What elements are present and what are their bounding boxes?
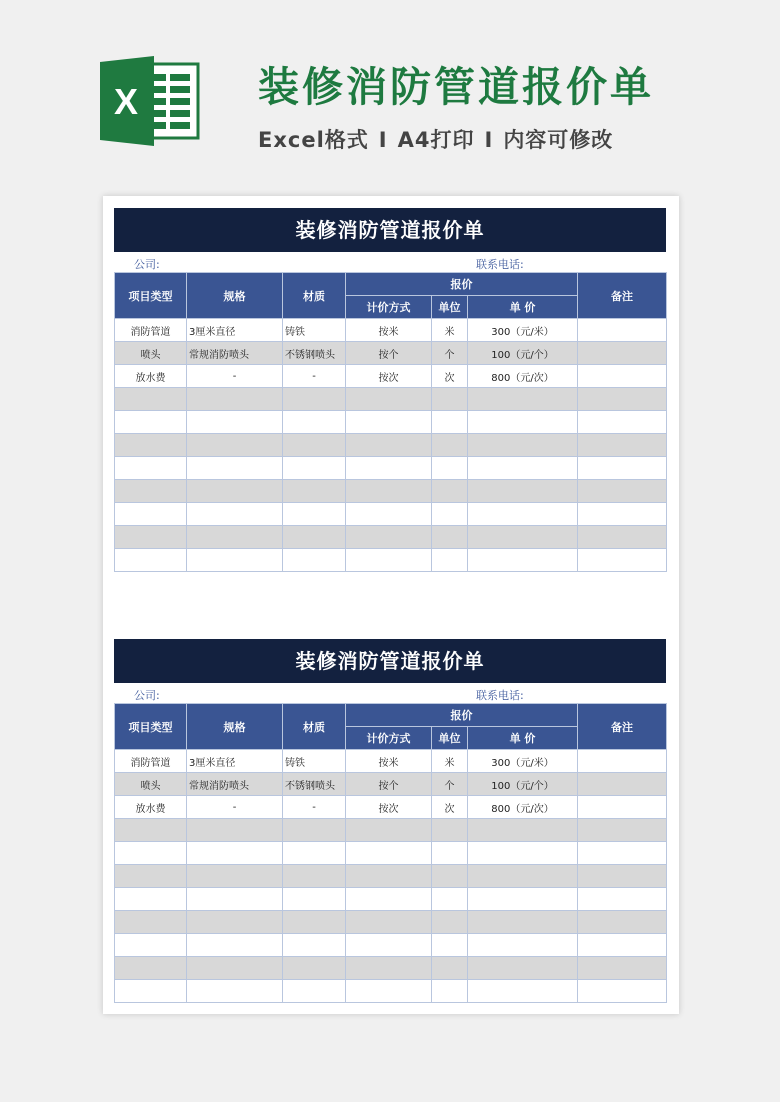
cell-method[interactable] — [346, 434, 432, 457]
cell-unit[interactable] — [432, 526, 468, 549]
cell-method[interactable] — [346, 388, 432, 411]
cell-unit[interactable] — [432, 911, 468, 934]
table-row — [115, 865, 667, 888]
quote-table — [114, 703, 667, 1003]
cell-method[interactable] — [346, 911, 432, 934]
table-row — [115, 934, 667, 957]
cell-unit[interactable] — [432, 842, 468, 865]
cell-price[interactable] — [468, 957, 578, 980]
cell-type[interactable] — [115, 819, 187, 842]
cell-remark[interactable] — [578, 365, 667, 388]
table-body — [115, 319, 667, 572]
cell-unit[interactable]: 个 — [432, 342, 468, 365]
table-row — [115, 819, 667, 842]
cell-material[interactable] — [283, 388, 346, 411]
cell-remark[interactable] — [578, 388, 667, 411]
cell-unit[interactable] — [432, 980, 468, 1003]
cell-spec[interactable]: - — [187, 796, 283, 819]
cell-remark[interactable] — [578, 457, 667, 480]
cell-unit[interactable] — [432, 434, 468, 457]
cell-material[interactable] — [283, 526, 346, 549]
table-row — [115, 773, 667, 796]
cell-spec[interactable] — [187, 911, 283, 934]
subtitle-separator: I — [378, 128, 388, 152]
cell-type[interactable] — [115, 865, 187, 888]
cell-method[interactable] — [346, 503, 432, 526]
cell-material[interactable] — [283, 911, 346, 934]
subtitle-editable: 内容可修改 — [503, 128, 614, 152]
cell-unit[interactable] — [432, 819, 468, 842]
cell-remark[interactable] — [578, 411, 667, 434]
table-row — [115, 549, 667, 572]
col-header-method: 计价方式 — [346, 727, 432, 750]
cell-spec[interactable] — [187, 457, 283, 480]
cell-price[interactable] — [468, 388, 578, 411]
excel-logo-icon — [100, 56, 202, 146]
cell-price[interactable] — [468, 980, 578, 1003]
phone-label: 联系电话: — [476, 258, 524, 271]
cell-remark[interactable] — [578, 819, 667, 842]
cell-material[interactable] — [283, 888, 346, 911]
cell-spec[interactable] — [187, 819, 283, 842]
cell-spec[interactable] — [187, 434, 283, 457]
cell-unit[interactable]: 个 — [432, 773, 468, 796]
cell-spec[interactable] — [187, 957, 283, 980]
subtitle-print: A4打印 — [397, 128, 475, 152]
cell-spec[interactable] — [187, 888, 283, 911]
col-header-remark: 备注 — [578, 273, 667, 319]
cell-type[interactable] — [115, 457, 187, 480]
cell-material[interactable] — [283, 411, 346, 434]
cell-spec[interactable] — [187, 980, 283, 1003]
cell-unit[interactable] — [432, 480, 468, 503]
col-header-quote: 报价 — [346, 704, 578, 727]
cell-material[interactable] — [283, 957, 346, 980]
cell-type[interactable]: 消防管道 — [115, 319, 187, 342]
cell-method[interactable] — [346, 526, 432, 549]
cell-remark[interactable] — [578, 434, 667, 457]
cell-price[interactable] — [468, 434, 578, 457]
col-header-material: 材质 — [283, 704, 346, 750]
cell-material[interactable] — [283, 819, 346, 842]
cell-unit[interactable]: 米 — [432, 750, 468, 773]
cell-unit[interactable] — [432, 388, 468, 411]
cell-price[interactable] — [468, 888, 578, 911]
cell-remark[interactable] — [578, 549, 667, 572]
cell-price[interactable]: 300（元/米） — [468, 750, 578, 773]
cell-remark[interactable] — [578, 865, 667, 888]
cell-remark[interactable] — [578, 888, 667, 911]
cell-material[interactable]: - — [283, 365, 346, 388]
cell-type[interactable]: 喷头 — [115, 773, 187, 796]
cell-type[interactable] — [115, 526, 187, 549]
cell-unit[interactable] — [432, 457, 468, 480]
quote-table — [114, 272, 667, 572]
cell-method[interactable] — [346, 888, 432, 911]
page-subtitle — [258, 124, 613, 154]
cell-spec[interactable] — [187, 842, 283, 865]
company-label: 公司: — [134, 689, 160, 702]
cell-price[interactable] — [468, 503, 578, 526]
cell-material[interactable]: 铸铁 — [283, 319, 346, 342]
table-row — [115, 388, 667, 411]
cell-remark[interactable] — [578, 934, 667, 957]
table-row — [115, 526, 667, 549]
cell-spec[interactable] — [187, 480, 283, 503]
cell-spec[interactable] — [187, 503, 283, 526]
cell-method[interactable]: 按米 — [346, 750, 432, 773]
col-header-price: 单 价 — [468, 296, 578, 319]
table-row — [115, 842, 667, 865]
cell-type[interactable] — [115, 842, 187, 865]
logo-letter: X — [113, 81, 139, 122]
page-title: 装修消防管道报价单 — [258, 63, 654, 111]
col-header-type: 项目类型 — [115, 273, 187, 319]
cell-material[interactable] — [283, 842, 346, 865]
cell-material[interactable] — [283, 434, 346, 457]
col-header-price: 单 价 — [468, 727, 578, 750]
cell-material[interactable] — [283, 549, 346, 572]
cell-price[interactable]: 100（元/个） — [468, 342, 578, 365]
table-row — [115, 365, 667, 388]
cell-spec[interactable]: 3厘米直径 — [187, 319, 283, 342]
quote-sheet-1 — [114, 208, 666, 572]
cell-material[interactable] — [283, 503, 346, 526]
table-row — [115, 796, 667, 819]
cell-method[interactable] — [346, 411, 432, 434]
col-header-type: 项目类型 — [115, 704, 187, 750]
cell-material[interactable]: 不锈钢喷头 — [283, 773, 346, 796]
cell-price[interactable] — [468, 819, 578, 842]
table-row — [115, 911, 667, 934]
cell-type[interactable]: 喷头 — [115, 342, 187, 365]
cell-method[interactable] — [346, 934, 432, 957]
sheet-title: 装修消防管道报价单 — [114, 639, 666, 683]
cell-spec[interactable] — [187, 388, 283, 411]
cell-spec[interactable]: 常规消防喷头 — [187, 342, 283, 365]
page-header — [0, 0, 780, 190]
cell-spec[interactable]: - — [187, 365, 283, 388]
cell-type[interactable]: 放水费 — [115, 796, 187, 819]
table-row — [115, 888, 667, 911]
cell-price[interactable] — [468, 526, 578, 549]
company-label: 公司: — [134, 258, 160, 271]
table-body — [115, 750, 667, 1003]
table-row — [115, 480, 667, 503]
cell-method[interactable] — [346, 957, 432, 980]
quote-sheet-2 — [114, 639, 666, 1003]
cell-price[interactable]: 300（元/米） — [468, 319, 578, 342]
cell-material[interactable] — [283, 934, 346, 957]
col-header-spec: 规格 — [187, 273, 283, 319]
cell-method[interactable]: 按个 — [346, 773, 432, 796]
cell-spec[interactable] — [187, 865, 283, 888]
phone-label: 联系电话: — [476, 689, 524, 702]
cell-remark[interactable] — [578, 796, 667, 819]
table-row — [115, 457, 667, 480]
cell-method[interactable] — [346, 842, 432, 865]
col-header-material: 材质 — [283, 273, 346, 319]
cell-material[interactable] — [283, 865, 346, 888]
cell-method[interactable] — [346, 819, 432, 842]
cell-remark[interactable] — [578, 480, 667, 503]
cell-unit[interactable] — [432, 503, 468, 526]
cell-unit[interactable] — [432, 957, 468, 980]
cell-type[interactable] — [115, 503, 187, 526]
cell-remark[interactable] — [578, 319, 667, 342]
cell-remark[interactable] — [578, 773, 667, 796]
cell-unit[interactable] — [432, 888, 468, 911]
cell-spec[interactable] — [187, 526, 283, 549]
cell-unit[interactable] — [432, 411, 468, 434]
cell-type[interactable]: 消防管道 — [115, 750, 187, 773]
cell-remark[interactable] — [578, 503, 667, 526]
cell-price[interactable]: 800（元/次） — [468, 365, 578, 388]
cell-remark[interactable] — [578, 842, 667, 865]
cell-type[interactable] — [115, 911, 187, 934]
cell-price[interactable] — [468, 457, 578, 480]
cell-method[interactable]: 按次 — [346, 796, 432, 819]
table-row — [115, 319, 667, 342]
cell-remark[interactable] — [578, 911, 667, 934]
cell-type[interactable] — [115, 549, 187, 572]
cell-remark[interactable] — [578, 750, 667, 773]
cell-method[interactable] — [346, 549, 432, 572]
document-paper — [103, 196, 679, 1014]
table-row — [115, 503, 667, 526]
cell-method[interactable]: 按个 — [346, 342, 432, 365]
cell-type[interactable] — [115, 480, 187, 503]
cell-method[interactable] — [346, 865, 432, 888]
cell-type[interactable] — [115, 980, 187, 1003]
cell-material[interactable]: 不锈钢喷头 — [283, 342, 346, 365]
sheet-title: 装修消防管道报价单 — [114, 208, 666, 252]
table-row — [115, 750, 667, 773]
cell-remark[interactable] — [578, 980, 667, 1003]
cell-type[interactable] — [115, 411, 187, 434]
cell-method[interactable] — [346, 457, 432, 480]
table-row — [115, 957, 667, 980]
cell-spec[interactable]: 常规消防喷头 — [187, 773, 283, 796]
cell-material[interactable] — [283, 457, 346, 480]
cell-method[interactable]: 按次 — [346, 365, 432, 388]
cell-price[interactable] — [468, 411, 578, 434]
cell-unit[interactable] — [432, 865, 468, 888]
subtitle-format: Excel格式 — [258, 128, 369, 152]
table-row — [115, 411, 667, 434]
subtitle-separator: I — [484, 128, 494, 152]
cell-method[interactable] — [346, 480, 432, 503]
col-header-method: 计价方式 — [346, 296, 432, 319]
col-header-unit: 单位 — [432, 296, 468, 319]
cell-price[interactable] — [468, 549, 578, 572]
cell-material[interactable]: - — [283, 796, 346, 819]
cell-price[interactable]: 800（元/次） — [468, 796, 578, 819]
cell-price[interactable] — [468, 934, 578, 957]
col-header-quote: 报价 — [346, 273, 578, 296]
table-row — [115, 434, 667, 457]
cell-method[interactable] — [346, 980, 432, 1003]
cell-material[interactable] — [283, 480, 346, 503]
cell-remark[interactable] — [578, 342, 667, 365]
cell-spec[interactable]: 3厘米直径 — [187, 750, 283, 773]
cell-type[interactable] — [115, 888, 187, 911]
cell-method[interactable]: 按米 — [346, 319, 432, 342]
cell-unit[interactable]: 次 — [432, 796, 468, 819]
cell-type[interactable] — [115, 934, 187, 957]
cell-price[interactable] — [468, 865, 578, 888]
cell-price[interactable] — [468, 480, 578, 503]
cell-type[interactable] — [115, 388, 187, 411]
col-header-unit: 单位 — [432, 727, 468, 750]
cell-type[interactable] — [115, 957, 187, 980]
table-row — [115, 980, 667, 1003]
cell-price[interactable]: 100（元/个） — [468, 773, 578, 796]
info-row — [114, 683, 666, 703]
cell-price[interactable] — [468, 911, 578, 934]
cell-type[interactable]: 放水费 — [115, 365, 187, 388]
cell-unit[interactable] — [432, 549, 468, 572]
info-row — [114, 252, 666, 272]
table-row — [115, 342, 667, 365]
cell-spec[interactable] — [187, 549, 283, 572]
col-header-spec: 规格 — [187, 704, 283, 750]
cell-type[interactable] — [115, 434, 187, 457]
cell-spec[interactable] — [187, 934, 283, 957]
cell-price[interactable] — [468, 842, 578, 865]
cell-remark[interactable] — [578, 526, 667, 549]
cell-unit[interactable] — [432, 934, 468, 957]
cell-material[interactable]: 铸铁 — [283, 750, 346, 773]
cell-spec[interactable] — [187, 411, 283, 434]
col-header-remark: 备注 — [578, 704, 667, 750]
cell-unit[interactable]: 次 — [432, 365, 468, 388]
cell-remark[interactable] — [578, 957, 667, 980]
cell-material[interactable] — [283, 980, 346, 1003]
cell-unit[interactable]: 米 — [432, 319, 468, 342]
